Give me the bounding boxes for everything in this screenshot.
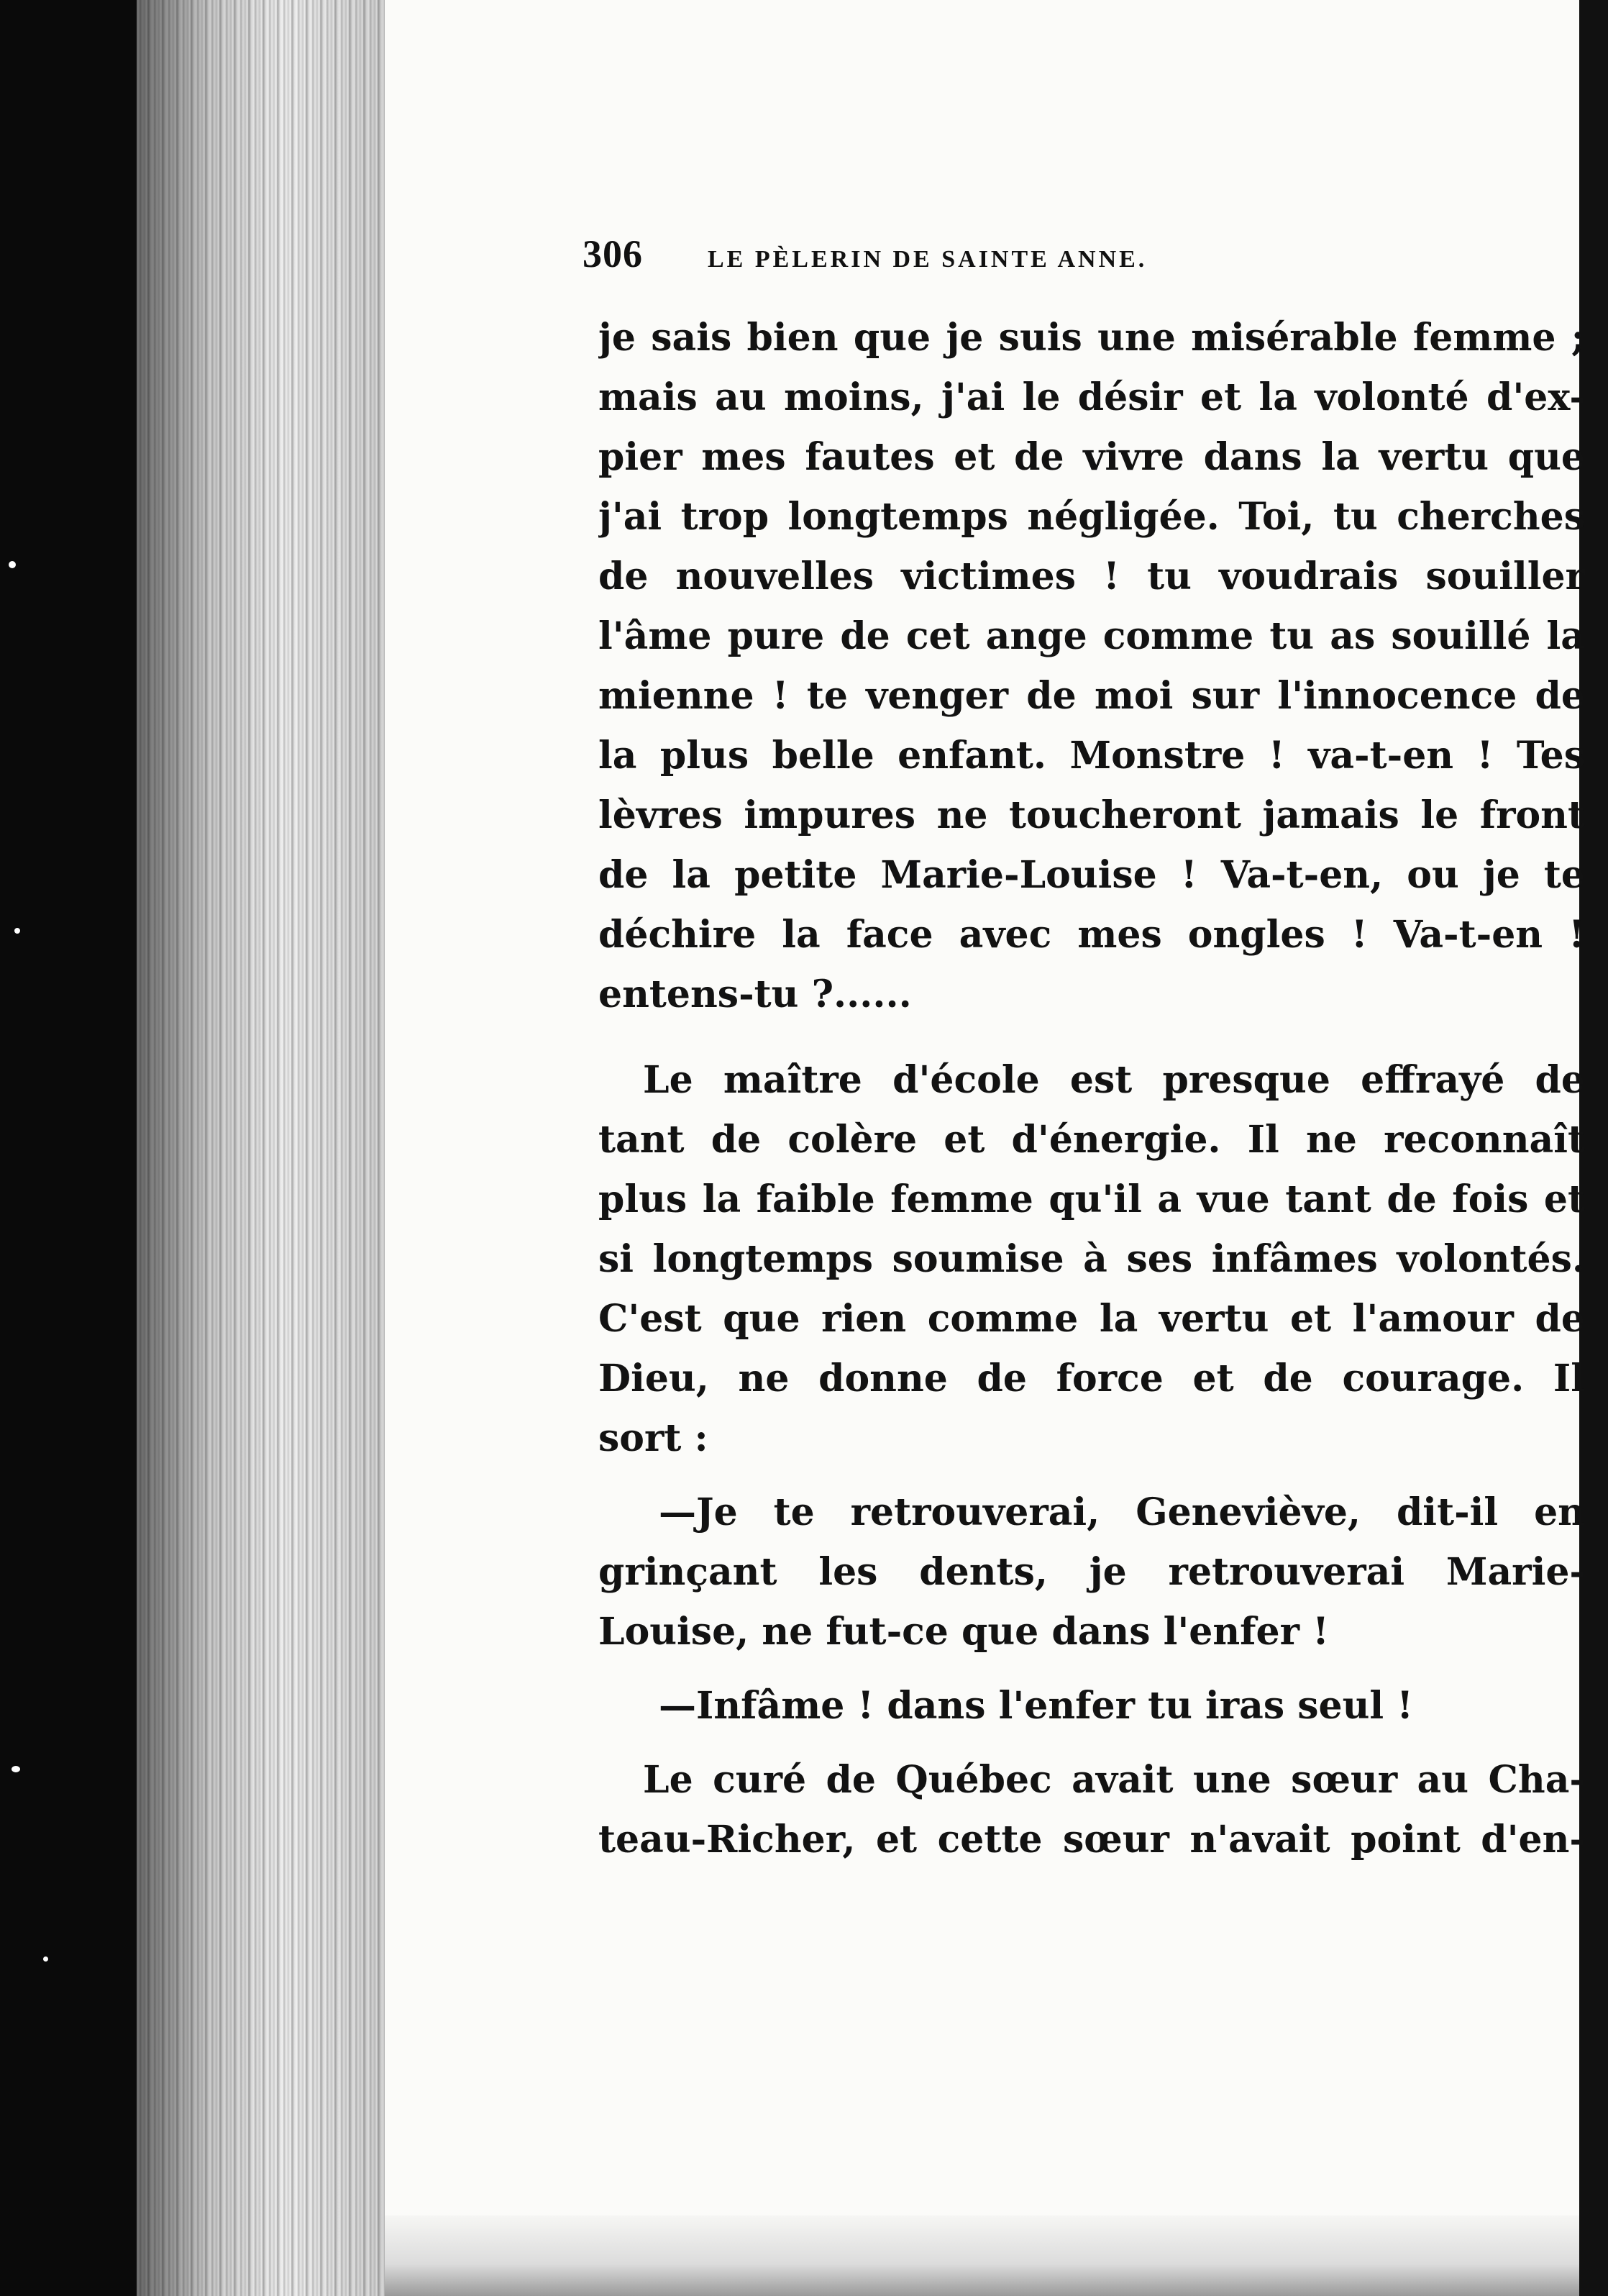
- book-page-edges: [137, 0, 385, 2296]
- text-line: tant de colère et d'énergie. Il ne reconnaît: [598, 1118, 1585, 1162]
- page-text: [598, 308, 1585, 1869]
- text-line: l'âme pure de cet ange comme tu as souillé la: [598, 614, 1585, 658]
- text-line: mais au moins, j'ai le désir et la volonté d'ex-: [598, 375, 1585, 419]
- scan-speck: [43, 1956, 48, 1962]
- text-line: de la petite Marie-Louise ! Va-t-en, ou je te: [598, 853, 1585, 897]
- text-line: entens-tu ?......: [598, 972, 912, 1016]
- scan-speck: [14, 928, 20, 934]
- dialogue-schoolmaster: [598, 1482, 1585, 1662]
- running-head: [583, 232, 1366, 275]
- text-line: C'est que rien comme la vertu et l'amour de: [598, 1297, 1585, 1341]
- running-title: LE PÈLERIN DE SAINTE ANNE.: [708, 246, 1148, 273]
- text-line: grinçant les dents, je retrouverai Marie-: [598, 1550, 1585, 1594]
- text-line: teau-Richer, et cette sœur n'avait point d'en-: [598, 1818, 1585, 1862]
- text-line: de nouvelles victimes ! tu voudrais souiller: [598, 555, 1585, 598]
- text-line: déchire la face avec mes ongles ! Va-t-en !: [598, 913, 1585, 957]
- text-line: lèvres impures ne toucheront jamais le front: [598, 793, 1585, 837]
- page-number: 306: [583, 232, 643, 275]
- page-bottom-edge: [385, 2215, 1579, 2296]
- text-line: j'ai trop longtemps négligée. Toi, tu cherches: [598, 495, 1585, 539]
- scan-speck: [12, 1766, 20, 1772]
- text-line: sort :: [598, 1416, 708, 1460]
- text-line: plus la faible femme qu'il a vue tant de fois et: [598, 1177, 1585, 1221]
- text-line: mienne ! te venger de moi sur l'innocence de: [598, 674, 1585, 718]
- dialogue-genevieve: [598, 1676, 1585, 1736]
- paragraph-schoolmaster: [598, 1050, 1585, 1468]
- text-line: pier mes fautes et de vivre dans la vertu que: [598, 435, 1585, 479]
- paragraph-cure: [598, 1750, 1585, 1869]
- scan-speck: [9, 561, 16, 568]
- scan-border: [0, 0, 137, 2296]
- paragraph-continuation: [598, 308, 1585, 1024]
- text-line: je sais bien que je suis une misérable femme ;: [598, 316, 1585, 360]
- text-line: la plus belle enfant. Monstre ! va-t-en ! Tes: [598, 734, 1585, 778]
- text-line: si longtemps soumise à ses infâmes volontés.: [598, 1237, 1585, 1281]
- text-line: Le curé de Québec avait une sœur au Cha-: [643, 1758, 1585, 1802]
- text-line: Le maître d'école est presque effrayé de: [643, 1058, 1585, 1102]
- text-line: Louise, ne fut-ce que dans l'enfer !: [598, 1610, 1329, 1654]
- text-line: —Je te retrouverai, Geneviève, dit-il en: [659, 1490, 1585, 1534]
- text-line: —Infâme ! dans l'enfer tu iras seul !: [659, 1684, 1414, 1728]
- text-line: Dieu, ne donne de force et de courage. Il: [598, 1357, 1585, 1400]
